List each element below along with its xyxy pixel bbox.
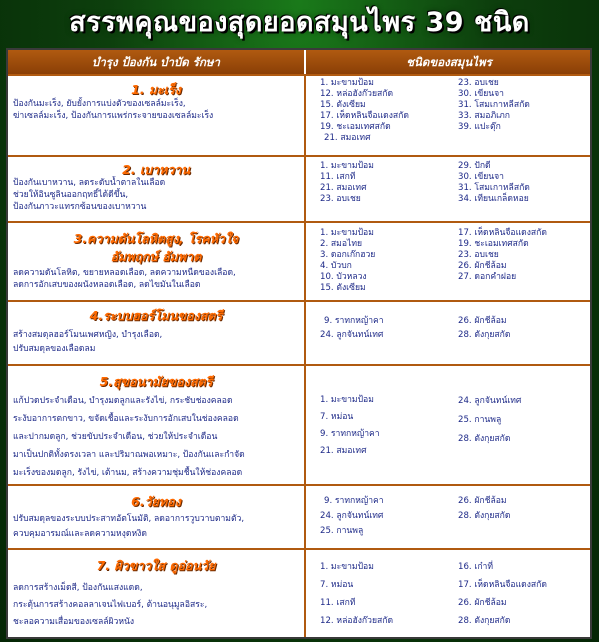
row-desc-line: ฆ่าเซลล์มะเร็ง, ป้องกันการแพร่กระจายของเซลล์มะเร็ง xyxy=(13,111,214,121)
row-desc-line: มะเร็งของมดลูก, รังไข่, เต้านม, สร้างความชุ่มชื้นให้ช่องคลอด xyxy=(13,468,243,478)
herb-item: 17. เห็ดหลินจือแดงสกัด xyxy=(458,228,547,238)
row-desc-line: และปากมดลูก, ช่วยขับประจำเดือน, ช่วยให้ประจำเดือน xyxy=(13,432,218,442)
herb-item: 19. ชะเอมเทศสกัด xyxy=(320,122,391,132)
herb-item: 31. โสมเกาหลีสกัด xyxy=(458,100,530,110)
row-desc-line: ช่วยให้อินซูลินออกฤทธิ์ได้ดีขึ้น, xyxy=(13,190,129,200)
herb-item: 26. ผักชีล้อม xyxy=(458,598,507,608)
row-desc-line: ควบคุมอารมณ์และลดความหงุดหงิด xyxy=(13,529,147,539)
herb-item: 7. หม่อน xyxy=(320,580,354,590)
row-title: 2. เบาหวาน xyxy=(122,162,190,177)
herb-item: 1. มะขามป้อม xyxy=(320,161,374,171)
table-row xyxy=(8,155,590,221)
herb-item: 17. เห็ดหลินจือแดงสกัด xyxy=(320,111,409,121)
row-desc-line: ปรับสมดุลของเลือดลม xyxy=(13,344,96,354)
page-title: สรรพคุณของสุดยอดสมุนไพร 39 ชนิด xyxy=(69,7,530,38)
herb-item: 12. หล่อฮังก๊วยสกัด xyxy=(320,89,394,99)
herb-item: 26. ผักชีล้อม xyxy=(458,261,507,271)
herb-item: 24. ลูกจันทน์เทศ xyxy=(320,330,384,340)
herb-item: 10. บัวหลวง xyxy=(320,272,367,282)
herb-item: 7. หม่อน xyxy=(320,412,354,422)
herb-item: 30. เขียนจา xyxy=(458,89,504,99)
herb-item: 26. ผักชีล้อม xyxy=(458,316,507,326)
row-title: 1. มะเร็ง xyxy=(131,82,181,97)
header-right: ชนิดของสมุนไพร xyxy=(304,50,592,74)
table-header xyxy=(8,50,590,74)
herb-item: 39. แปะตุ๊ก xyxy=(458,122,501,132)
row-desc-line: ป้องกันเบาหวาน, ลดระดับน้ำตาลในเลือด xyxy=(13,178,166,188)
herb-item: 4. บัวบก xyxy=(320,261,352,271)
row-title: 7. ผิวขาวใส ดูอ่อนวัย xyxy=(96,558,216,573)
herb-item: 28. ตังกุยสกัด xyxy=(458,330,511,340)
herb-item: 1. มะขามป้อม xyxy=(320,228,374,238)
row-desc-line: ปรับสมดุลของระบบประสาทอัตโนมัติ, ลดอาการวูบวาบตามตัว, xyxy=(13,514,245,524)
herb-item: 21. สมอเทศ xyxy=(324,133,371,143)
row-desc-line: ลดการสร้างเม็ดสี, ป้องกันแสงแดด, xyxy=(13,583,143,593)
herb-item: 23. อบเชย xyxy=(320,194,361,204)
table-row xyxy=(8,300,590,364)
herb-item: 28. ตังกุยสกัด xyxy=(458,616,511,626)
table-row xyxy=(8,74,590,155)
herb-item: 2. สมอไทย xyxy=(320,239,363,249)
row-desc-line: แก้ปวดประจำเดือน, บำรุงมดลูกและรังไข่, กระชับช่องคลอด xyxy=(13,396,233,406)
herb-item: 1. มะขามป้อม xyxy=(320,562,374,572)
row-desc-line: มาเป็นปกติทั้งตรงเวลา และปริมาณพอเหมาะ, ป้องกันและกำจัด xyxy=(13,450,245,460)
table-row xyxy=(8,364,590,484)
herb-item: 30. เขียนจา xyxy=(458,172,504,182)
herb-item: 24. ลูกจันทน์เทศ xyxy=(320,511,384,521)
herb-item: 11. เสกที xyxy=(320,172,356,182)
row-desc-line: ชะลอความเสื่อมของเซลล์ผิวหนัง xyxy=(13,617,135,627)
row-title: 6.วัยทอง xyxy=(131,494,181,509)
herb-item: 34. เทียนเกล็ดหอย xyxy=(458,194,529,204)
herb-item: 9. ราทกหญ้าคา xyxy=(324,316,384,326)
row-desc-line: ลดการอักเสบของผนังหลอดเลือด, ลดไขมันในเลือด xyxy=(13,280,201,290)
herb-item: 15. ตังเซียม xyxy=(320,283,366,293)
herb-item: 29. ปักดี xyxy=(458,161,491,171)
herb-item: 12. หล่อฮังก๊วยสกัด xyxy=(320,616,394,626)
herb-item: 15. ตังเซียม xyxy=(320,100,366,110)
table-row xyxy=(8,548,590,637)
row-title: 5.สุขอนามัยของสตรี xyxy=(99,374,213,389)
herb-item: 1. มะขามป้อม xyxy=(320,78,374,88)
row-title: 4.ระบบฮอร์โมนของสตรี xyxy=(89,308,223,323)
herb-item: 33. สมอภิเภก xyxy=(458,111,510,121)
row-title: 3.ความดันโลหิตสูง, โรคหัวใจ xyxy=(73,231,239,246)
herb-item: 21. สมอเทศ xyxy=(320,183,367,193)
herb-item: 28. ตังกุยสกัด xyxy=(458,511,511,521)
herb-item: 11. เสกที xyxy=(320,598,356,608)
herb-item: 31. โสมเกาหลีสกัด xyxy=(458,183,530,193)
herb-item: 23. อบเชย xyxy=(458,250,499,260)
herb-item: 9. ราทกหญ้าคา xyxy=(324,496,384,506)
row-desc-line: กระตุ้นการสร้างคอลลาเจนไฟเบอร์, ต้านอนุมูลอิสระ, xyxy=(13,600,208,610)
herb-item: 17. เห็ดหลินจือแดงสกัด xyxy=(458,580,547,590)
herb-item: 25. กานพลู xyxy=(320,526,364,536)
row-desc-line: ระงับอาการตกขาว, ขจัดเชื้อและระงับการอักเสบในช่องคลอด xyxy=(13,414,239,424)
table-row xyxy=(8,221,590,300)
herb-table xyxy=(6,48,592,639)
herb-item: 16. เก๋าที่ xyxy=(458,562,494,572)
table-row xyxy=(8,484,590,548)
herb-item: 23. อบเชย xyxy=(458,78,499,88)
herb-item: 21. สมอเทศ xyxy=(320,446,367,456)
herb-item: 26. ผักชีล้อม xyxy=(458,496,507,506)
herb-item: 27. ดอกคำฝอย xyxy=(458,272,517,282)
herb-item: 24. ลูกจันทน์เทศ xyxy=(458,396,522,406)
row-title-2: อัมพฤกษ์ อัมพาต xyxy=(110,249,202,264)
row-desc-line: สร้างสมดุลฮอร์โมนเพศหญิง, บำรุงเลือด, xyxy=(13,330,163,340)
herb-item: 3. ดอกเก๊กฮวย xyxy=(320,250,376,260)
herb-item: 1. มะขามป้อม xyxy=(320,395,374,405)
row-desc-line: ป้องกันภาวะแทรกซ้อนของเบาหวาน xyxy=(13,202,147,212)
herb-item: 9. ราทกหญ้าคา xyxy=(320,429,380,439)
row-desc-line: ลดความดันโลหิต, ขยายหลอดเลือด, ลดความหนืดของเลือด, xyxy=(13,268,236,278)
herb-item: 19. ชะเอมเทศสกัด xyxy=(458,239,529,249)
row-desc-line: ป้องกันมะเร็ง, ยับยั้งการแบ่งตัวของเซลล์มะเร็ง, xyxy=(13,99,186,109)
herb-item: 28. ตังกุยสกัด xyxy=(458,434,511,444)
herb-item: 25. กานพลู xyxy=(458,415,502,425)
header-left: บำรุง ป้องกัน บำบัด รักษา xyxy=(92,55,220,69)
